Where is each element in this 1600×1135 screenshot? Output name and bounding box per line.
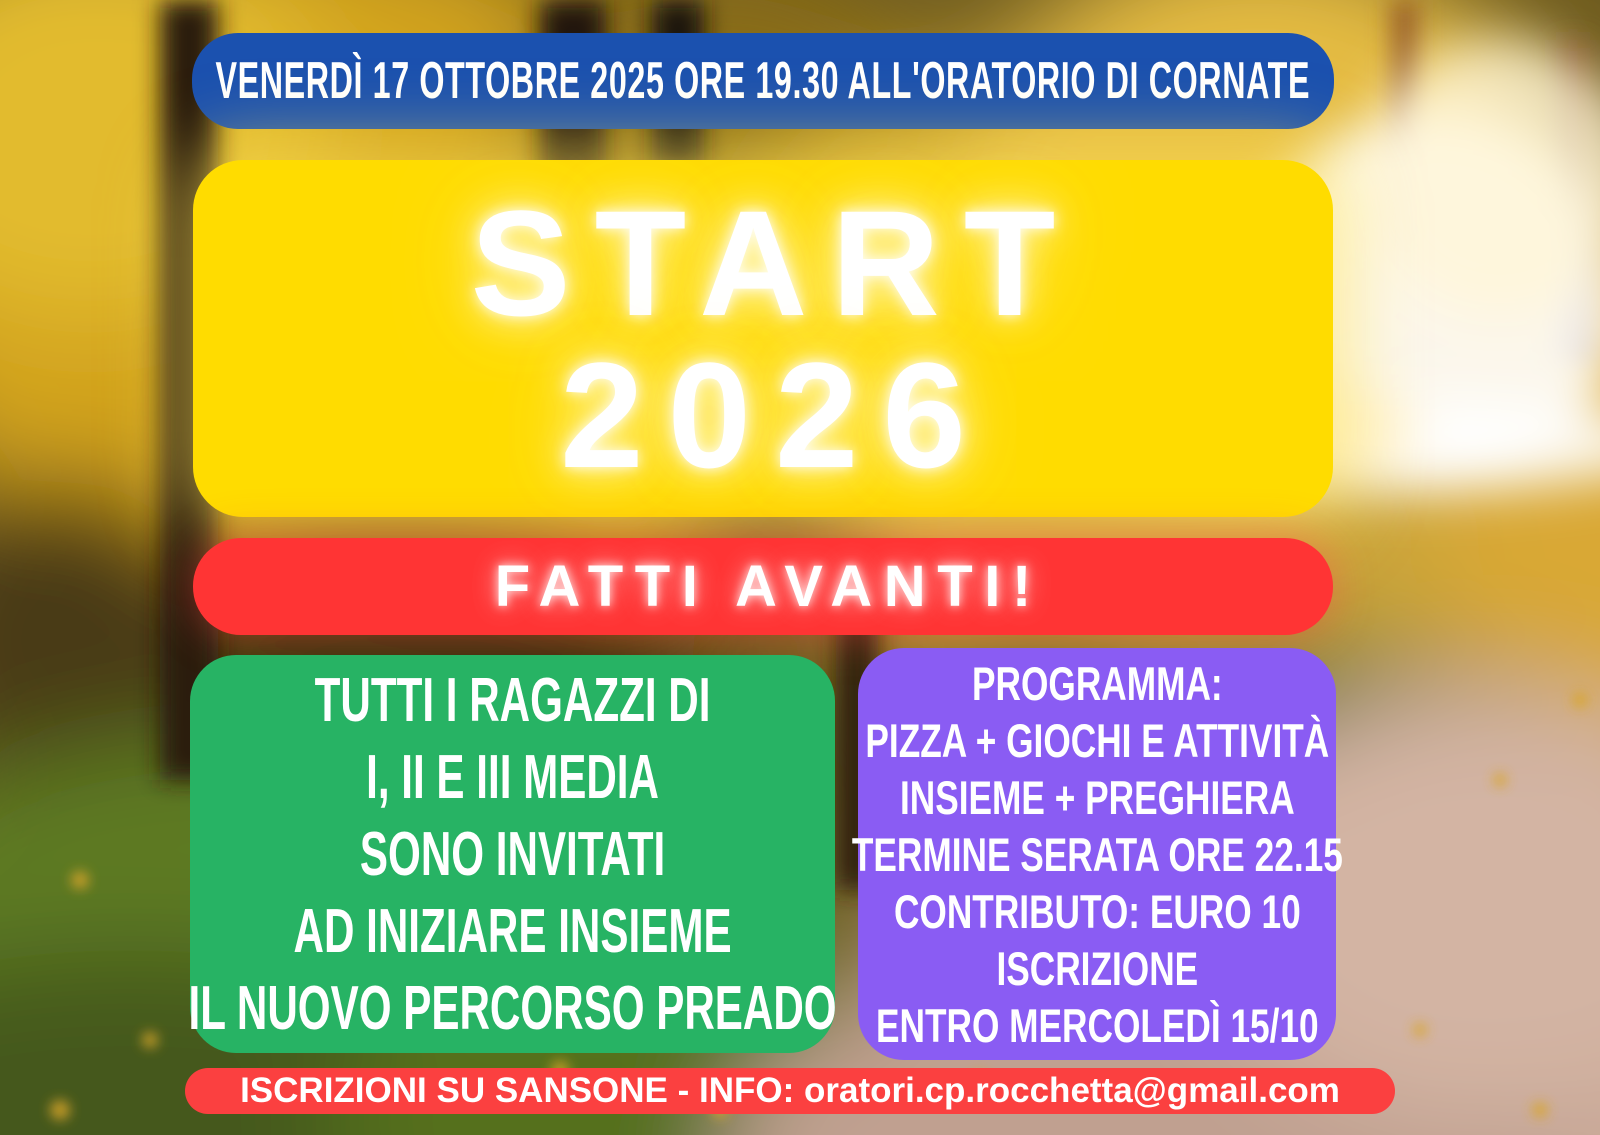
title-line-1: START: [470, 178, 1080, 347]
invite-line: I, II E III MEDIA: [366, 742, 659, 812]
event-date-text: VENERDÌ 17 OTTOBRE 2025 ORE 19.30 ALL'ORATORIO DI CORNATE: [215, 52, 1311, 110]
footer-info-text: ISCRIZIONI SU SANSONE - INFO: oratori.cp.rocchetta@gmail.com: [240, 1071, 1340, 1110]
program-line: ISCRIZIONE: [996, 941, 1198, 995]
tagline-text: FATTI AVANTI!: [494, 554, 1043, 619]
program-line: TERMINE SERATA ORE 22.15: [851, 827, 1343, 881]
program-line: ENTRO MERCOLEDÌ 15/10: [875, 998, 1319, 1052]
invite-card: [190, 655, 835, 1053]
invite-line: AD INIZIARE INSIEME: [293, 896, 732, 966]
invite-line: IL NUOVO PERCORSO PREADO: [188, 973, 837, 1043]
invite-line: SONO INVITATI: [359, 819, 666, 889]
invite-lines: [188, 662, 836, 1047]
program-card: [851, 648, 1343, 1060]
event-date-banner: [192, 33, 1334, 129]
program-line: CONTRIBUTO: EURO 10: [893, 884, 1301, 938]
title-line-2: 2026: [560, 330, 990, 499]
program-line: PROGRAMMA:: [971, 656, 1223, 710]
program-line: INSIEME + PREGHIERA: [899, 770, 1295, 824]
footer-info-banner: [185, 1068, 1395, 1114]
title-card: [193, 160, 1333, 517]
tagline-banner: [193, 538, 1333, 635]
program-line: PIZZA + GIOCHI E ATTIVITÀ: [865, 713, 1329, 767]
invite-line: TUTTI I RAGAZZI DI: [314, 665, 711, 735]
program-lines: [852, 655, 1343, 1054]
